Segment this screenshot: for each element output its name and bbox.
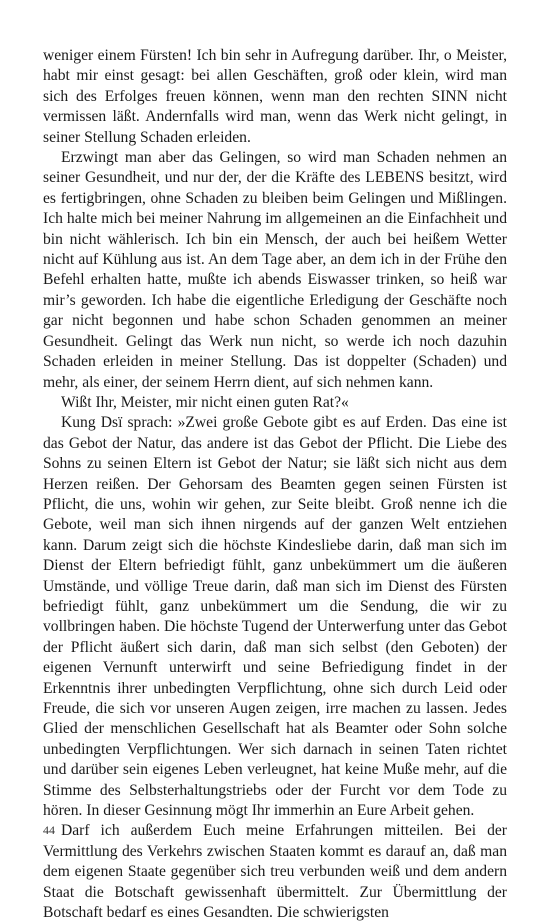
paragraph-1: weniger einem Fürsten! Ich bin sehr in Aufregung darüber. Ihr, o Meister, habt mir einst gesagt: bei allen Geschäften, groß oder klein, wird man sich des Erfolges freuen können, wenn man den rechten SINN nicht vermissen läßt. Andernfalls wird man, wenn das Werk nicht gelingt, in seiner Stellung Schaden erleiden. <box>43 47 507 146</box>
paragraph-3: Wißt Ihr, Meister, mir nicht einen guten Rat?« <box>61 393 349 411</box>
page-number: 44 <box>43 823 55 837</box>
paragraph-2: Erzwingt man aber das Gelingen, so wird man Schaden nehmen an seiner Gesundheit, und nur der, der die Kräfte des LEBENS besitzt, wird es fertigbringen, ohne Schaden zu bleiben beim Gelingen und Mißlingen. Ich halte mich bei meiner Nahrung im allgemeinen an die Einfachheit und bin nicht wählerisch. Ich bin ein Mensch, der auch bei heißem Wetter nicht auf Kühlung aus ist. An dem Tage aber, an dem ich in der Frühe den Befehl erhalten hatte, mußte ich abends Eiswasser trinken, so heiß war mir’s geworden. Ich habe die eigentliche Erledigung der Geschäfte noch gar nicht begonnen und habe schon Schaden genommen an meiner Gesundheit. Gelingt das Werk nun nicht, so werde ich noch dazuhin Schaden erleiden in meiner Stellung. Das ist doppelter (Schaden) und mehr, als einer, der seinem Herrn dient, auf sich nehmen kann. <box>43 149 507 391</box>
paragraph-4: Kung Dsï sprach: »Zwei große Gebote gibt es auf Erden. Das eine ist das Gebot der Natur, das andere ist das Gebot der Pflicht. Die Liebe des Sohns zu seinen Eltern ist Gebot der Natur; sie läßt sich nicht aus dem Herzen reißen. Der Gehorsam des Beamten gegen seinen Fürsten ist Pflicht, die uns, wohin wir gehen, zur Seite bleibt. Groß nenne ich die Gebote, weil man sich ihnen nirgends auf der ganzen Welt entziehen kann. Darum zeigt sich die höchste Kindesliebe darin, daß man sich im Dienst der Eltern befriedigt fühlt, ganz unbekümmert um die äußeren Umstände, und völlige Treue darin, daß man sich im Dienst des Fürsten befriedigt fühlt, ganz unbekümmert um die Sendung, die wir zu vollbringen haben. Die höchste Tugend der Unterwerfung unter das Gebot der Pflicht äußert sich darin, daß man sich selbst (den Geboten) der eigenen Vernunft unterwirft und seine Befriedigung findet in der Erkenntnis ihrer unbedingten Verpflichtung, ohne sich durch Leid oder Freude, die sich vor unseren Augen zeigen, irre machen zu lassen. Jedes Glied der menschlichen Gesellschaft hat als Beamter oder Sohn solche unbedingten Verpflichtungen. Wer sich darnach in seinen Taten richtet und darüber sein eigenes Leben verleugnet, hat keine Muße mehr, auf die Stimme des Selbsterhaltungstriebs oder der Furcht vor dem Tode zu hören. In dieser Gesinnung mögt Ihr immerhin an Eure Arbeit gehen. <box>43 414 507 820</box>
paragraph-5: Darf ich außerdem Euch meine Erfahrungen mitteilen. Bei der Vermittlung des Verkehrs zwischen Staaten kommt es darauf an, daß man dem eigenen Staate gegenüber sich treu verbunden weiß und dem andern Staat die Botschaft gewissenhaft übermittelt. Zur Übermittlung der Botschaft bedarf es eines Gesandten. Die schwierigsten <box>43 822 507 922</box>
page-text-block <box>43 46 507 923</box>
